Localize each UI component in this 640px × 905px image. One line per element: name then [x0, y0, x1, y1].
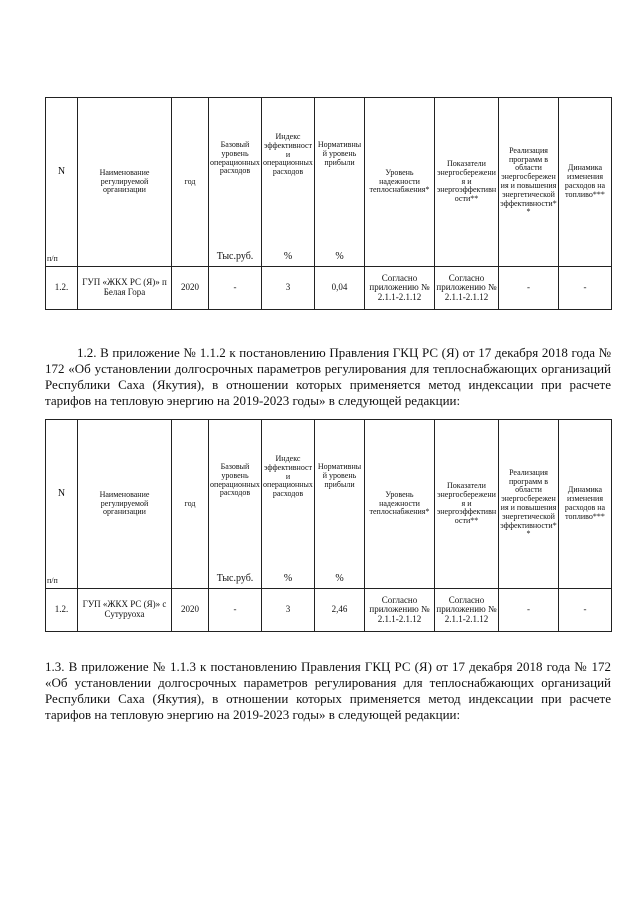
header-base-label: Базовый уровень операционных расходов — [210, 462, 260, 498]
header-energy: Показатели энергосбережения и энергоэффективности** — [435, 98, 499, 267]
header-year: год — [172, 98, 209, 267]
header-programs: Реализация программ в области энергосбережения и повышения энергетической эффективности** — [499, 420, 559, 589]
row-energy: Согласно приложению № 2.1.1-2.1.12 — [435, 267, 499, 310]
header-n — [46, 420, 78, 589]
header-pp-label: п/п — [47, 254, 58, 264]
row-profit: 0,04 — [315, 267, 365, 310]
table-header-row — [46, 420, 612, 589]
row-reliability: Согласно приложению № 2.1.1-2.1.12 — [365, 589, 435, 632]
row-n: 1.2. — [46, 267, 78, 310]
header-name: Наименование регулируемой организации — [78, 98, 172, 267]
header-profit-label: Нормативный уровень прибыли — [317, 462, 362, 489]
header-base — [209, 420, 262, 589]
header-index-label: Индекс эффективности операционных расходов — [263, 132, 313, 177]
table-row — [46, 267, 612, 310]
table-header-row — [46, 98, 612, 267]
row-base: - — [209, 267, 262, 310]
row-year: 2020 — [172, 589, 209, 632]
header-index-unit: % — [283, 251, 293, 262]
row-fuel: - — [559, 267, 612, 310]
row-programs: - — [499, 589, 559, 632]
tariff-table-1 — [45, 97, 612, 310]
row-profit: 2,46 — [315, 589, 365, 632]
header-profit-unit: % — [335, 573, 344, 584]
header-index-label: Индекс эффективности операционных расходов — [263, 454, 313, 499]
row-year: 2020 — [172, 267, 209, 310]
row-index: 3 — [262, 589, 315, 632]
row-base: - — [209, 589, 262, 632]
header-name: Наименование регулируемой организации — [78, 420, 172, 589]
row-programs: - — [499, 267, 559, 310]
header-year: год — [172, 420, 209, 589]
paragraph-1-2: 1.2. В приложение № 1.1.2 к постановлению Правления ГКЦ РС (Я) от 17 декабря 2018 года № 172 «Об установлении долгосрочных параметров регулирования для теплоснабжающих организаций Республики Саха (Якутия), в отношении которых применяется метод индексации при расчете тарифов на тепловую энергию на 2019-2023 годы» в следующей редакции: — [45, 345, 611, 408]
header-base-unit: Тыс.руб. — [216, 251, 254, 262]
header-pp-label: п/п — [47, 576, 58, 586]
header-profit-unit: % — [335, 251, 344, 262]
tariff-table-2 — [45, 419, 612, 632]
header-fuel: Динамика изменения расходов на топливо*** — [559, 98, 612, 267]
header-n-label: N — [57, 488, 66, 499]
header-reliability: Уровень надежности теплоснабжения* — [365, 98, 435, 267]
row-name: ГУП «ЖКХ РС (Я)» п Белая Гора — [78, 267, 172, 310]
row-energy: Согласно приложению № 2.1.1-2.1.12 — [435, 589, 499, 632]
header-index-unit: % — [283, 573, 293, 584]
header-programs: Реализация программ в области энергосбережения и повышения энергетической эффективности** — [499, 98, 559, 267]
paragraph-1-3: 1.3. В приложение № 1.1.3 к постановлению Правления ГКЦ РС (Я) от 17 декабря 2018 года № 172 «Об установлении долгосрочных параметров регулирования для теплоснабжающих организаций Республики Саха (Якутия), в отношении которых применяется метод индексации при расчете тарифов на тепловую энергию на 2019-2023 годы» в следующей редакции: — [45, 659, 611, 722]
table-row — [46, 589, 612, 632]
header-profit — [315, 98, 365, 267]
header-profit-label: Нормативный уровень прибыли — [317, 140, 362, 167]
header-profit — [315, 420, 365, 589]
row-name: ГУП «ЖКХ РС (Я)» с Сутуруоха — [78, 589, 172, 632]
header-n — [46, 98, 78, 267]
row-reliability: Согласно приложению № 2.1.1-2.1.12 — [365, 267, 435, 310]
header-index — [262, 98, 315, 267]
header-index — [262, 420, 315, 589]
row-fuel: - — [559, 589, 612, 632]
header-n-label: N — [57, 166, 66, 177]
header-energy: Показатели энергосбережения и энергоэффективности** — [435, 420, 499, 589]
row-index: 3 — [262, 267, 315, 310]
header-base — [209, 98, 262, 267]
header-fuel: Динамика изменения расходов на топливо*** — [559, 420, 612, 589]
row-n: 1.2. — [46, 589, 78, 632]
header-base-label: Базовый уровень операционных расходов — [210, 140, 260, 176]
header-reliability: Уровень надежности теплоснабжения* — [365, 420, 435, 589]
header-base-unit: Тыс.руб. — [216, 573, 254, 584]
